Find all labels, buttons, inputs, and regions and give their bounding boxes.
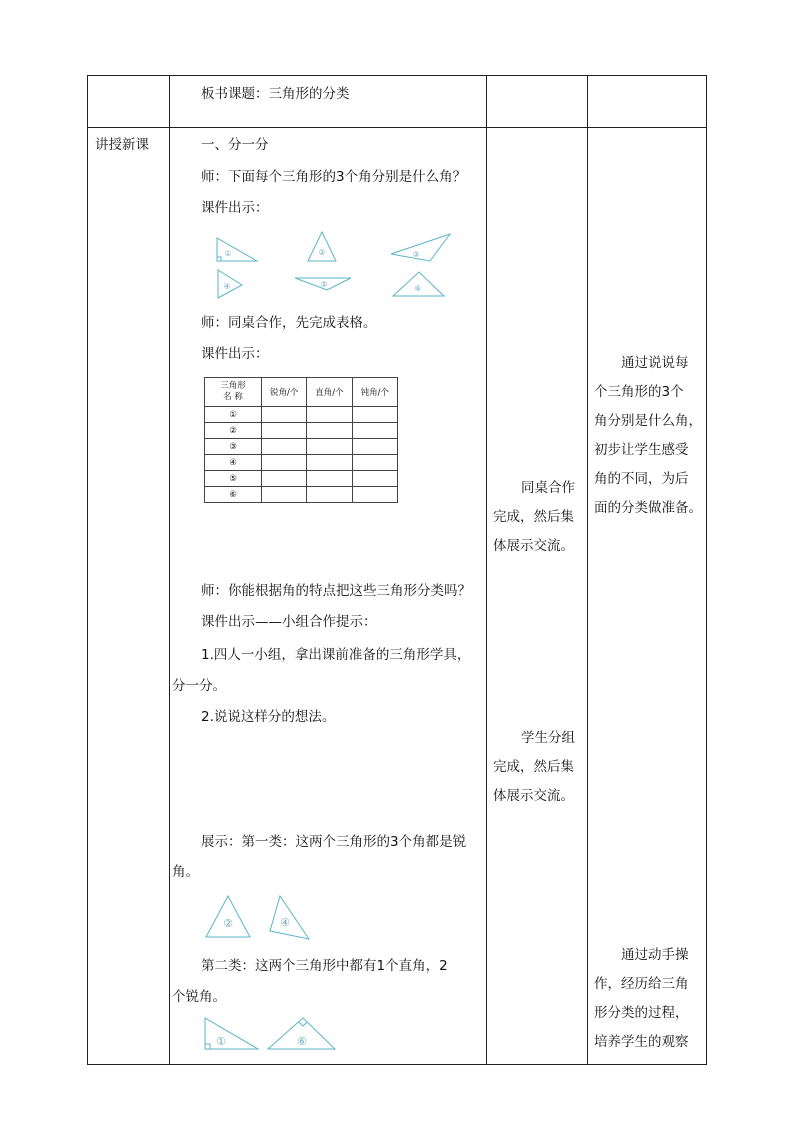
design-intent-2 [594, 941, 705, 1057]
table-row [205, 423, 398, 439]
table-row [205, 487, 398, 503]
student-activity-1-line-1: 同桌合作 [521, 480, 575, 496]
design-intent-1-line-2: 个三角形的3个 [594, 384, 684, 400]
row-label: ② [205, 423, 262, 439]
col-border-2 [169, 75, 170, 1065]
class-1-label-b: ④ [280, 916, 290, 929]
class-2-right-angle-mark-b [299, 1022, 307, 1026]
display-1-line-1: 展示：第一类：这两个三角形的3个角都是锐 [201, 834, 467, 850]
design-intent-2-line-2: 作，经历给三角 [594, 976, 689, 992]
table-row [205, 439, 398, 455]
design-intent-1-line-6: 面的分类做准备。 [594, 500, 702, 516]
design-intent-1-line-5: 角的不同，为后 [594, 471, 689, 487]
question-2: 师：同桌合作，先完成表格。 [201, 315, 377, 331]
display-2-line-2: 个锐角。 [172, 989, 226, 1005]
triangle-3-shape [391, 234, 450, 261]
col-border-1 [87, 75, 88, 1065]
courseware-show-1: 课件出示： [201, 200, 269, 216]
header-obtuse: 钝角/个 [352, 378, 397, 407]
triangle-2-label: ② [318, 248, 326, 257]
table-row [205, 455, 398, 471]
triangle-3-label: ③ [412, 250, 420, 259]
class-2-triangle-a [205, 1018, 258, 1049]
table-top-border [87, 75, 707, 76]
col-border-4 [587, 75, 588, 1065]
class-1-triangles-figure [202, 893, 322, 943]
class-2-label-a: ① [216, 1035, 226, 1048]
student-activity-2-line-1: 学生分组 [521, 730, 575, 746]
right-angle-mark [217, 257, 221, 261]
row-label: ① [205, 407, 262, 423]
header-name-line1: 三角形 [220, 381, 246, 391]
header-name-line2: 名 称 [223, 392, 243, 402]
row-label: ③ [205, 439, 262, 455]
class-2-label-b: ⑥ [297, 1035, 307, 1048]
design-intent-2-line-4: 培养学生的观察 [594, 1034, 689, 1050]
class-2-right-angle-mark [205, 1044, 210, 1049]
student-activity-2-line-2: 完成，然后集 [493, 759, 574, 775]
display-2-line-1: 第二类：这两个三角形中都有1个直角，2 [201, 958, 448, 974]
triangle-1-shape [217, 238, 257, 261]
table-row [205, 471, 398, 487]
header-right: 直角/个 [307, 378, 352, 407]
question-3: 师：你能根据角的特点把这些三角形分类吗？ [201, 583, 471, 599]
class-1-label-a: ② [223, 917, 233, 930]
tip-1-line-1: 1.四人一小组，拿出课前准备的三角形学具， [201, 647, 471, 663]
row-divider [87, 127, 707, 128]
classification-table [204, 377, 398, 503]
class-2-triangles-figure [200, 1014, 340, 1054]
design-intent-1 [594, 349, 705, 523]
triangle-4-label: ④ [223, 282, 231, 291]
design-intent-1-line-3: 角分别是什么角， [594, 413, 702, 429]
student-activity-2-line-3: 体展示交流。 [493, 788, 574, 804]
design-intent-1-line-4: 初步让学生感受 [594, 442, 689, 458]
design-intent-2-line-3: 形分类的过程， [594, 1005, 689, 1021]
student-activity-1-line-3: 体展示交流。 [493, 538, 574, 554]
courseware-show-2: 课件出示： [201, 346, 269, 362]
col-border-5 [706, 75, 707, 1065]
header-name-cell [205, 378, 262, 407]
student-activity-1 [493, 474, 585, 561]
lesson-title: 板书课题：三角形的分类 [201, 86, 350, 102]
row-label: ⑥ [205, 487, 262, 503]
triangle-6-label: ⑥ [414, 284, 422, 293]
tip-2: 2.说说这样分的想法。 [201, 709, 336, 725]
row-label: ⑤ [205, 471, 262, 487]
row-label: ④ [205, 455, 262, 471]
col-border-3 [486, 75, 487, 1065]
table-row [205, 407, 398, 423]
display-1-line-2: 角。 [172, 864, 199, 880]
student-activity-1-line-2: 完成，然后集 [493, 509, 574, 525]
six-triangles-figure [200, 228, 460, 302]
triangle-5-label: ⑤ [320, 280, 328, 289]
design-intent-2-line-1: 通过动手操 [621, 947, 689, 963]
student-activity-2 [493, 724, 585, 811]
section-title: 一、分一分 [201, 137, 269, 153]
question-1: 师：下面每个三角形的3个角分别是什么角？ [201, 169, 467, 185]
stage-label: 讲授新课 [95, 137, 149, 153]
header-acute: 锐角/个 [262, 378, 307, 407]
tip-1-line-2: 分一分。 [172, 678, 226, 694]
triangle-1-label: ① [224, 249, 232, 258]
design-intent-1-line-1: 通过说说每 [621, 355, 689, 371]
table-bottom-border [87, 1064, 707, 1065]
courseware-show-3: 课件出示——小组合作提示： [201, 614, 377, 630]
